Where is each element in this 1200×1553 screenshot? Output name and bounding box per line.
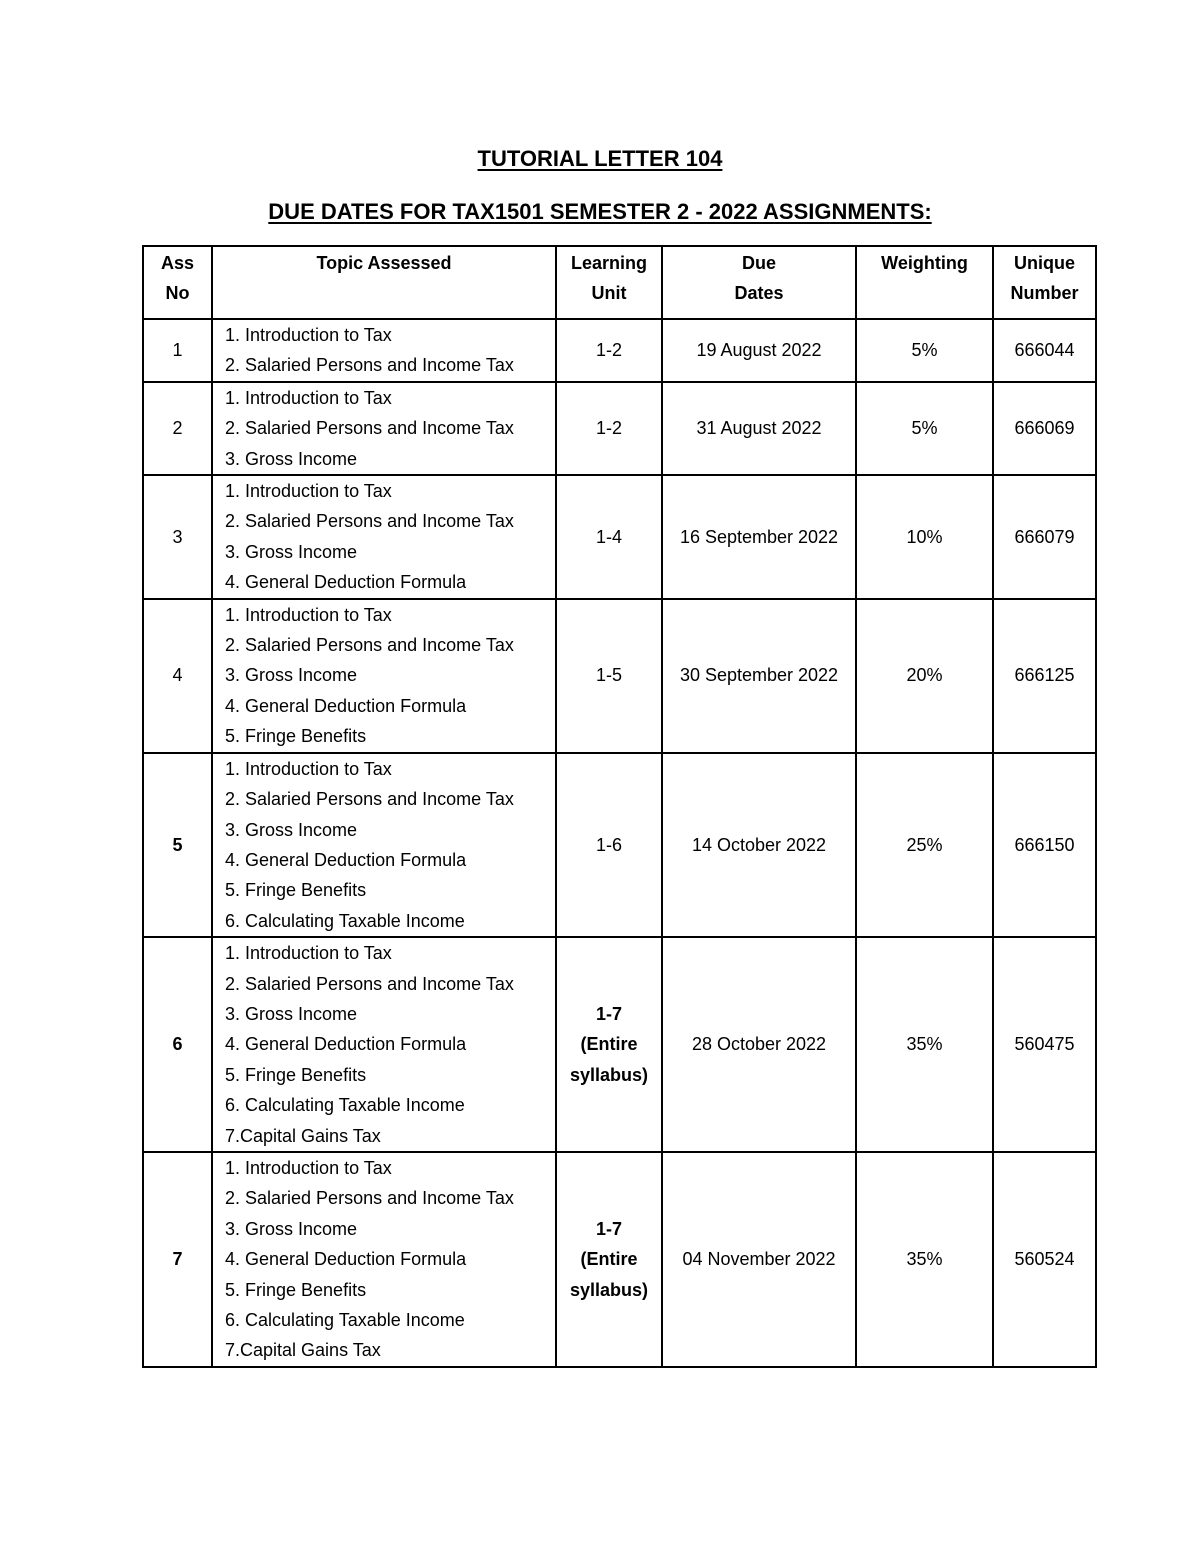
cell-line: 1. Introduction to Tax: [225, 943, 392, 964]
header-due-dates: [662, 246, 856, 319]
due-date: 14 October 2022: [662, 753, 856, 937]
topics-assessed: [212, 599, 556, 753]
unique-number: 560475: [993, 937, 1096, 1152]
unique-number: 666150: [993, 753, 1096, 937]
cell-line: (Entire: [580, 1034, 638, 1055]
cell-line: 6. Calculating Taxable Income: [225, 1310, 465, 1330]
cell-line: 1-7: [595, 1218, 622, 1239]
cell-line: 4. General Deduction Formula: [225, 572, 467, 593]
learning-unit: [556, 937, 662, 1152]
learning-unit: [556, 753, 662, 937]
cell-line: 5. Fringe Benefits: [225, 880, 367, 901]
cell-line: 4. General Deduction Formula: [225, 1034, 467, 1055]
cell-line: syllabus): [569, 1279, 649, 1300]
header-topic-assessed: [212, 246, 556, 319]
cell-line: 5. Fringe Benefits: [225, 726, 367, 747]
cell-line: 3. Gross Income: [225, 448, 358, 469]
cell-line: 2. Salaried Persons and Income Tax: [225, 789, 514, 810]
learning-unit: [556, 319, 662, 382]
cell-line: 2. Salaried Persons and Income Tax: [225, 973, 514, 994]
document-title: TUTORIAL LETTER 104: [477, 146, 723, 171]
cell-line: 4. General Deduction Formula: [225, 849, 467, 870]
cell-line: 1-2: [595, 418, 622, 439]
cell-line: 2. Salaried Persons and Income Tax: [225, 1188, 514, 1209]
cell-line: 2. Salaried Persons and Income Tax: [225, 511, 514, 532]
cell-line: 6. Calculating Taxable Income: [225, 910, 465, 931]
cell-line: 2. Salaried Persons and Income Tax: [225, 418, 514, 439]
topics-assessed: [212, 753, 556, 937]
topics-assessed: [212, 382, 556, 475]
due-date: 31 August 2022: [662, 382, 856, 475]
cell-line: (Entire: [580, 1249, 638, 1270]
unique-number: 666079: [993, 475, 1096, 599]
cell-line: No: [165, 283, 190, 304]
cell-line: Unique: [1014, 253, 1075, 273]
cell-line: 3. Gross Income: [225, 541, 358, 562]
table-row: [143, 937, 1096, 1152]
cell-line: 1. Introduction to Tax: [225, 387, 392, 408]
assignment-number: 2: [143, 382, 212, 475]
cell-line: 1-5: [595, 665, 622, 686]
weighting: 25%: [856, 753, 993, 937]
learning-unit: [556, 1152, 662, 1367]
unique-number: 666125: [993, 599, 1096, 753]
topics-assessed: [212, 1152, 556, 1367]
due-date: 30 September 2022: [662, 599, 856, 753]
table-row: [143, 1152, 1096, 1367]
cell-line: 3. Gross Income: [225, 819, 358, 840]
weighting: 35%: [856, 937, 993, 1152]
header-weighting: [856, 246, 993, 319]
unique-number: 666069: [993, 382, 1096, 475]
cell-line: 1-7: [595, 1003, 622, 1024]
cell-line: 1-2: [595, 340, 622, 361]
cell-line: 5. Fringe Benefits: [225, 1064, 367, 1085]
assignment-number: 5: [143, 753, 212, 937]
learning-unit: [556, 475, 662, 599]
table-header-row: [143, 246, 1096, 319]
document-subtitle: DUE DATES FOR TAX1501 SEMESTER 2 - 2022 ASSIGNMENTS:: [268, 199, 932, 224]
cell-line: Unit: [591, 283, 627, 304]
table-row: [143, 319, 1096, 382]
cell-line: Learning: [570, 253, 647, 273]
header-ass-no: [143, 246, 212, 319]
weighting: 35%: [856, 1152, 993, 1367]
table-row: [143, 475, 1096, 599]
cell-line: 2. Salaried Persons and Income Tax: [225, 355, 514, 376]
weighting: 5%: [856, 382, 993, 475]
table-row: [143, 599, 1096, 753]
cell-line: 3. Gross Income: [225, 1218, 358, 1239]
weighting: 10%: [856, 475, 993, 599]
cell-line: Number: [1010, 283, 1079, 304]
assignment-number: 7: [143, 1152, 212, 1367]
cell-line: 1-4: [595, 526, 622, 547]
topics-assessed: [212, 475, 556, 599]
cell-line: 7.Capital Gains Tax: [225, 1340, 381, 1361]
assignment-number: 1: [143, 319, 212, 382]
cell-line: 5. Fringe Benefits: [225, 1279, 367, 1300]
weighting: 20%: [856, 599, 993, 753]
cell-line: 1. Introduction to Tax: [225, 758, 392, 779]
due-date: 28 October 2022: [662, 937, 856, 1152]
cell-line: syllabus): [569, 1064, 649, 1085]
cell-line: Ass: [160, 253, 195, 273]
cell-line: Weighting: [881, 253, 968, 273]
due-date: 16 September 2022: [662, 475, 856, 599]
due-date: 04 November 2022: [662, 1152, 856, 1367]
cell-line: Dates: [734, 283, 784, 304]
unique-number: 560524: [993, 1152, 1096, 1367]
cell-line: 4. General Deduction Formula: [225, 1249, 467, 1270]
weighting: 5%: [856, 319, 993, 382]
due-date: 19 August 2022: [662, 319, 856, 382]
cell-line: 4. General Deduction Formula: [225, 695, 467, 716]
cell-line: 1-6: [595, 834, 622, 855]
cell-line: 3. Gross Income: [225, 665, 358, 686]
topics-assessed: [212, 319, 556, 382]
learning-unit: [556, 599, 662, 753]
cell-line: 1. Introduction to Tax: [225, 1157, 392, 1178]
table-row: [143, 382, 1096, 475]
assignment-number: 6: [143, 937, 212, 1152]
cell-line: Topic Assessed: [316, 253, 452, 273]
cell-line: 1. Introduction to Tax: [225, 481, 392, 502]
unique-number: 666044: [993, 319, 1096, 382]
cell-line: 1. Introduction to Tax: [225, 604, 392, 625]
cell-line: 6. Calculating Taxable Income: [225, 1095, 465, 1116]
header-unique-number: [993, 246, 1096, 319]
header-learning-unit: [556, 246, 662, 319]
cell-line: Due: [741, 253, 776, 273]
topics-assessed: [212, 937, 556, 1152]
assignment-number: 4: [143, 599, 212, 753]
assignment-number: 3: [143, 475, 212, 599]
table-row: [143, 753, 1096, 937]
cell-line: 7.Capital Gains Tax: [225, 1125, 381, 1146]
assignments-table: [142, 245, 1097, 1368]
cell-line: 1. Introduction to Tax: [225, 325, 392, 345]
cell-line: 3. Gross Income: [225, 1003, 358, 1024]
learning-unit: [556, 382, 662, 475]
cell-line: 2. Salaried Persons and Income Tax: [225, 635, 514, 656]
